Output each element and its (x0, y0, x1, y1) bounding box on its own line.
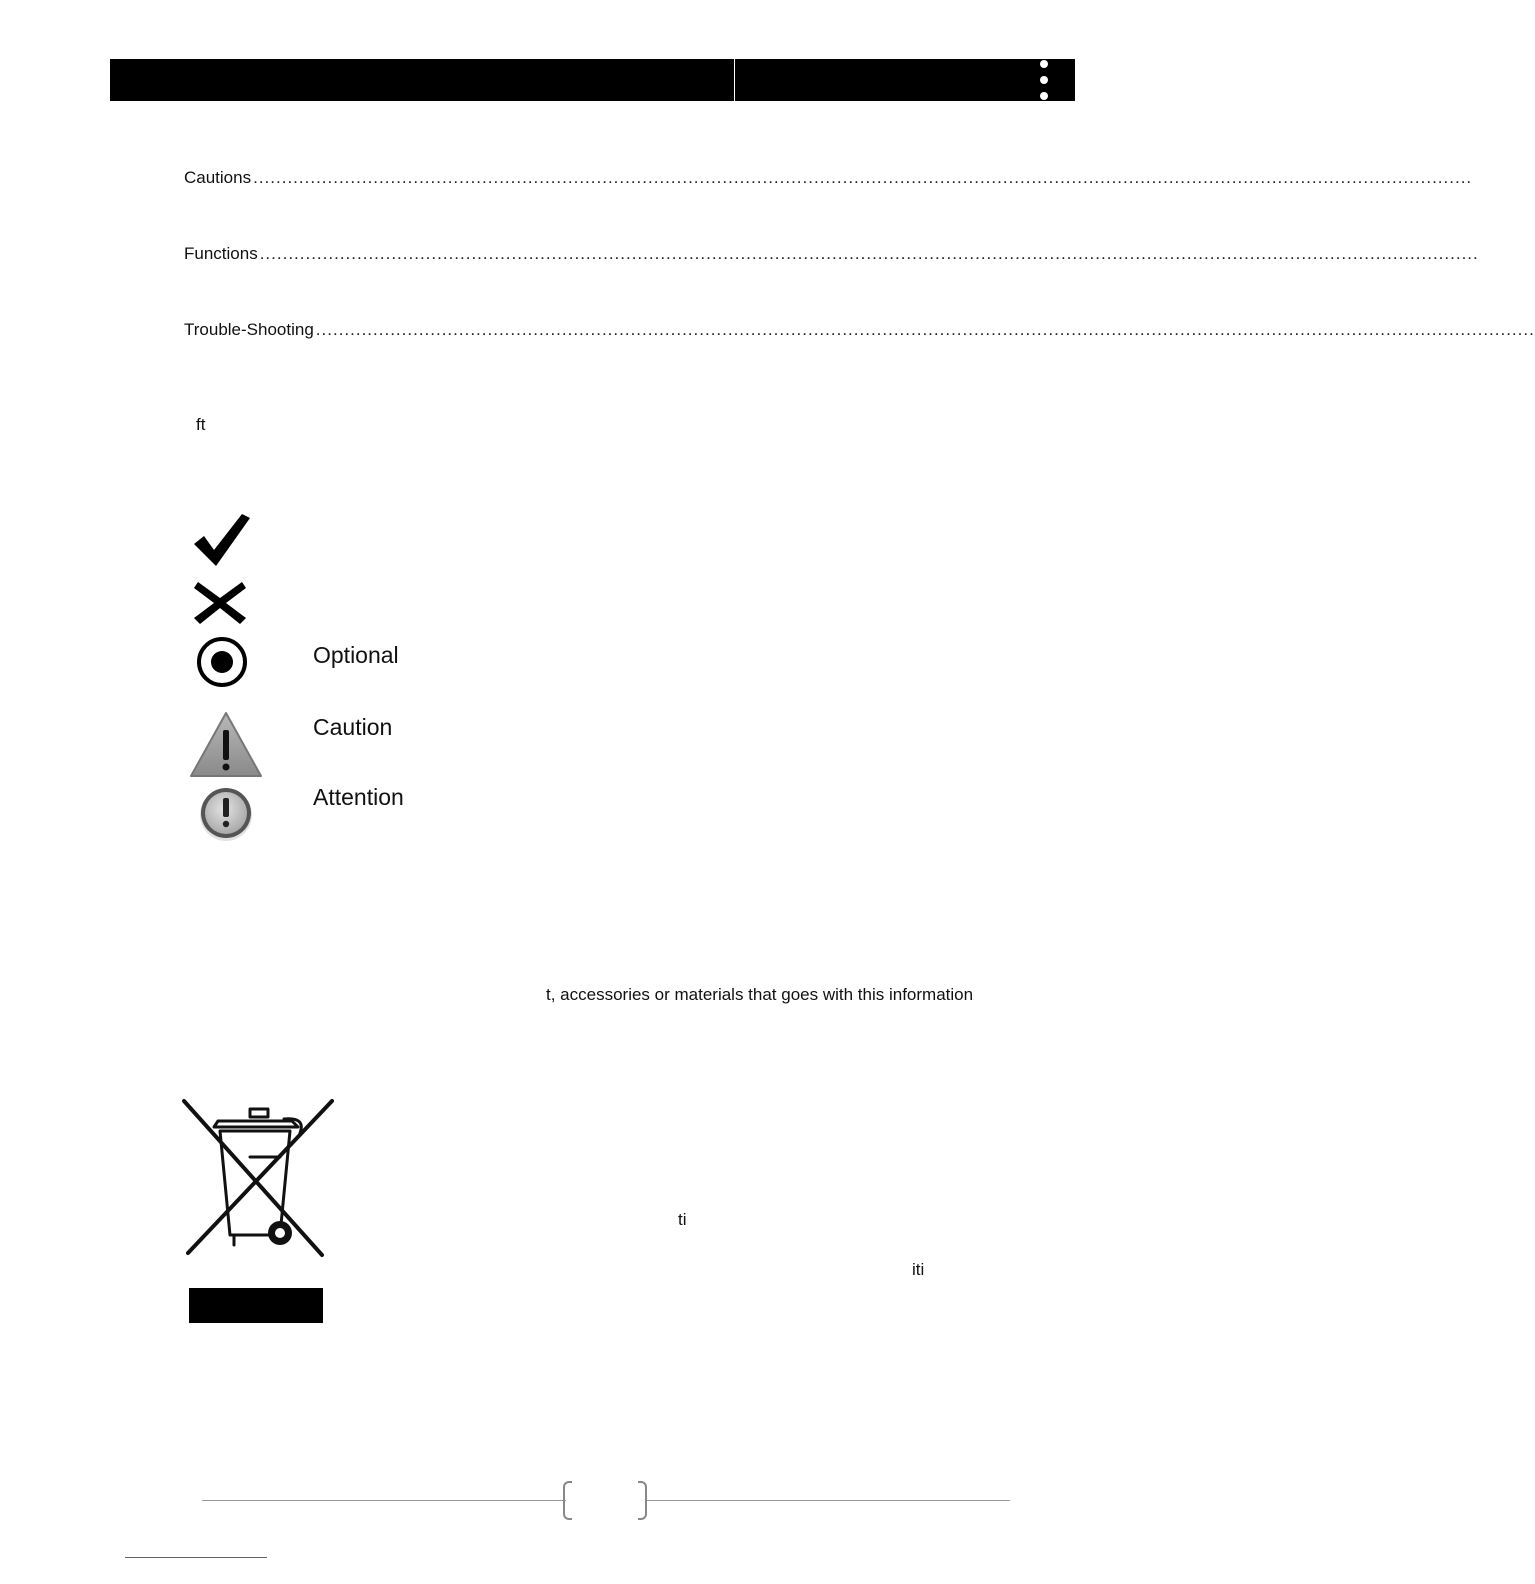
text-fragment: ft (196, 415, 206, 434)
footer-rule-right (647, 1500, 1010, 1501)
legend-label-caution: Caution (313, 714, 393, 740)
disposal-bar (189, 1288, 323, 1323)
text-fragment: ti (678, 1210, 687, 1229)
toc-label: Trouble-Shooting (184, 320, 314, 339)
text-fragment: iti (912, 1260, 925, 1279)
toc-item-cautions[interactable] (184, 168, 1473, 192)
exclamation-circle-icon (196, 784, 256, 844)
text-fragment: t, accessories or materials that goes with this information (546, 985, 974, 1004)
legend-label-optional: Optional (313, 642, 399, 668)
header-bar-right (735, 59, 1075, 101)
footer-rule-left (202, 1500, 566, 1501)
legend-label-attention: Attention (313, 784, 404, 810)
page-number-bracket-left (563, 1481, 572, 1520)
header-dots-icon (1039, 59, 1049, 101)
crossed-out-wheelie-bin-icon (180, 1097, 336, 1259)
cross-icon (192, 578, 248, 628)
warning-triangle-icon (188, 710, 264, 780)
toc-item-functions[interactable] (184, 244, 1479, 268)
toc-leader: ..................................................................................................................................................................................................................... (259, 244, 1479, 263)
check-icon (190, 512, 254, 570)
footer-link-underline (125, 1557, 267, 1558)
toc-leader: ..................................................................................................................................................................................................................... (253, 168, 1473, 187)
radio-target-icon (194, 635, 250, 691)
toc-label: Cautions (184, 168, 252, 187)
toc-leader: ..................................................................................................................................................................................................................... (315, 320, 1535, 339)
toc-item-trouble-shooting[interactable] (184, 320, 1535, 344)
header-bar (110, 59, 734, 101)
toc-label: Functions (184, 244, 258, 263)
page-number-bracket-right (638, 1481, 647, 1520)
